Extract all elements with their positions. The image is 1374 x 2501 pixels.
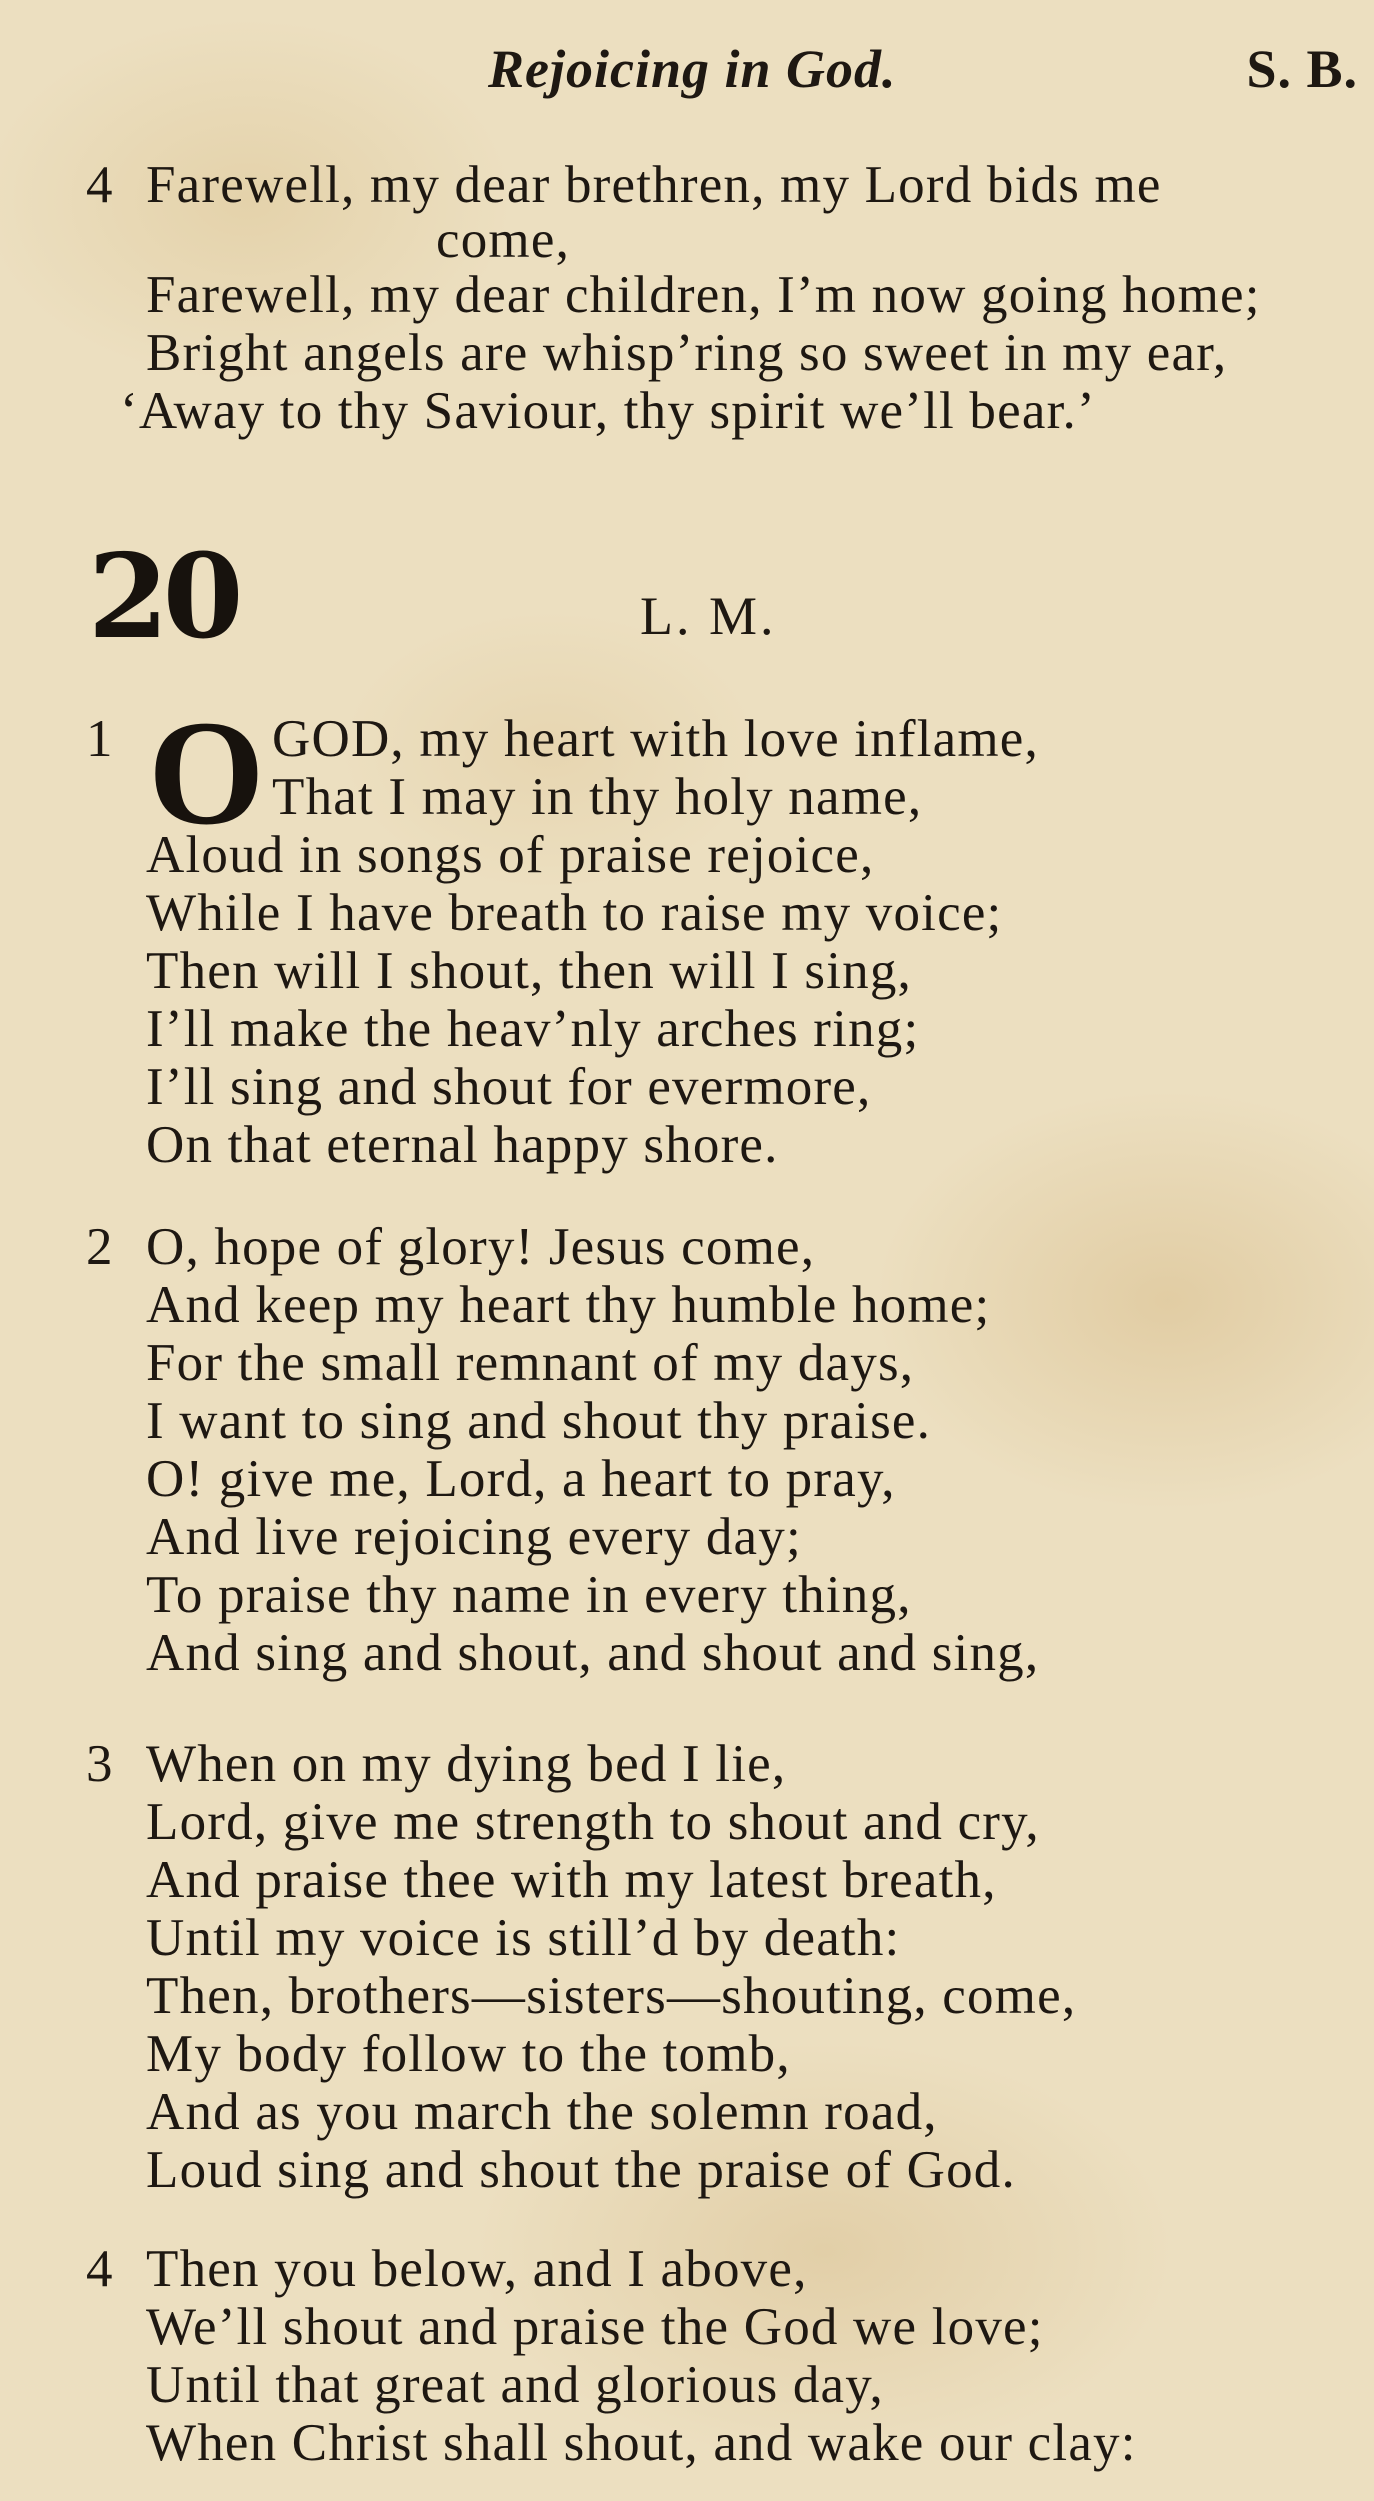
verse-line-text: For the small remnant of my days, [146, 1334, 915, 1392]
verse-line-text: When on my dying bed I lie, [146, 1735, 787, 1793]
drop-cap: O [148, 690, 266, 856]
running-title: Rejoicing in God. [488, 39, 897, 99]
hymn-number: 20 [88, 529, 238, 665]
verse-line-text: O, hope of glory! Jesus come, [146, 1218, 816, 1276]
verse-line [0, 1058, 1374, 1116]
verse-number: 4 [86, 2240, 114, 2298]
verse-line-text: I’ll sing and shout for evermore, [146, 1058, 872, 1116]
verse-line [0, 942, 1374, 1000]
verse-line-text: And as you march the solemn road, [146, 2083, 938, 2141]
verse-line-text: Until that great and glorious day, [146, 2356, 884, 2414]
verse-line [0, 1851, 1374, 1909]
verse-line-text: Then you below, and I above, [146, 2240, 808, 2298]
verse-line [0, 2083, 1374, 2141]
verse-line [0, 2414, 1374, 2472]
verse-line [0, 1624, 1374, 1682]
verse-line-text: ‘Away to thy Saviour, thy spirit we’ll bear.’ [120, 382, 1096, 440]
verse-number: 2 [86, 1218, 114, 1276]
verse-line-text: Until my voice is still’d by death: [146, 1909, 901, 1967]
verse-line [0, 1334, 1374, 1392]
verse-line-text: While I have breath to raise my voice; [146, 884, 1003, 942]
verse-line [0, 324, 1374, 382]
verse-line [0, 382, 1374, 440]
verse-line-text: And sing and shout, and shout and sing, [146, 1624, 1040, 1682]
verse-line [0, 1218, 1374, 1276]
verse-line [0, 2298, 1374, 2356]
verse-line [0, 1450, 1374, 1508]
prev-hymn-verse-4 [0, 156, 1374, 440]
verse-line-text: And praise thee with my latest breath, [146, 1851, 997, 1909]
verse-line [0, 1735, 1374, 1793]
verse-line [0, 1392, 1374, 1450]
verse-line-text: Then will I shout, then will I sing, [146, 942, 912, 1000]
hymn-meter: L. M. [640, 586, 777, 646]
verse-line-text: We’ll shout and praise the God we love; [146, 2298, 1044, 2356]
verse-line-text: Aloud in songs of praise rejoice, [146, 826, 875, 884]
verse-line [0, 1909, 1374, 1967]
verse-line [0, 2141, 1374, 2199]
verse-number: 4 [86, 156, 114, 214]
verse-line [0, 156, 1374, 214]
verse-line [0, 211, 1374, 269]
verse-line [0, 2356, 1374, 2414]
verse-line-text: On that eternal happy shore. [146, 1116, 779, 1174]
verse-line [0, 1116, 1374, 1174]
verse-line-text: Loud sing and shout the praise of God. [146, 2141, 1016, 2199]
verse-line [0, 1276, 1374, 1334]
verse-line-text: Bright angels are whisp’ring so sweet in my ear, [146, 324, 1228, 382]
verse-line-text: That I may in thy holy name, [272, 768, 923, 826]
verse-line-text: My body follow to the tomb, [146, 2025, 791, 2083]
verse-line [0, 826, 1374, 884]
verse-line-text: When Christ shall shout, and wake our clay: [146, 2414, 1137, 2472]
verse-number: 3 [86, 1735, 114, 1793]
verse-line [0, 2025, 1374, 2083]
running-header [0, 38, 1374, 108]
verse-line-text: And live rejoicing every day; [146, 1508, 802, 1566]
verse-line-text: come, [436, 211, 571, 269]
verse-line [0, 768, 1374, 826]
verse-line-text: Farewell, my dear brethren, my Lord bids me [146, 156, 1162, 214]
hymn-verse-1 [0, 690, 1374, 1174]
verse-line-text: O! give me, Lord, a heart to pray, [146, 1450, 896, 1508]
verse-line [0, 1566, 1374, 1624]
verse-line-text: And keep my heart thy humble home; [146, 1276, 991, 1334]
verse-line-text: GOD, my heart with love inflame, [272, 710, 1039, 768]
running-code: S. B. [1246, 39, 1358, 99]
verse-line-text: To praise thy name in every thing, [146, 1566, 912, 1624]
hymn-heading [0, 529, 1374, 665]
verse-line [0, 884, 1374, 942]
hymn-verse-4 [0, 2240, 1374, 2472]
hymn-verse-3 [0, 1735, 1374, 2199]
verse-line [0, 1793, 1374, 1851]
verse-line [0, 2240, 1374, 2298]
verse-line-text: Lord, give me strength to shout and cry, [146, 1793, 1040, 1851]
verse-line-text: I want to sing and shout thy praise. [146, 1392, 932, 1450]
verse-line [0, 1508, 1374, 1566]
verse-line [0, 266, 1374, 324]
verse-line-text: I’ll make the heav’nly arches ring; [146, 1000, 920, 1058]
hymn-verse-2 [0, 1218, 1374, 1682]
verse-line-text: Then, brothers—sisters—shouting, come, [146, 1967, 1077, 2025]
verse-line [0, 1967, 1374, 2025]
verse-line [0, 1000, 1374, 1058]
verse-number: 1 [86, 710, 114, 768]
verse-line-text: Farewell, my dear children, I’m now going home; [146, 266, 1261, 324]
